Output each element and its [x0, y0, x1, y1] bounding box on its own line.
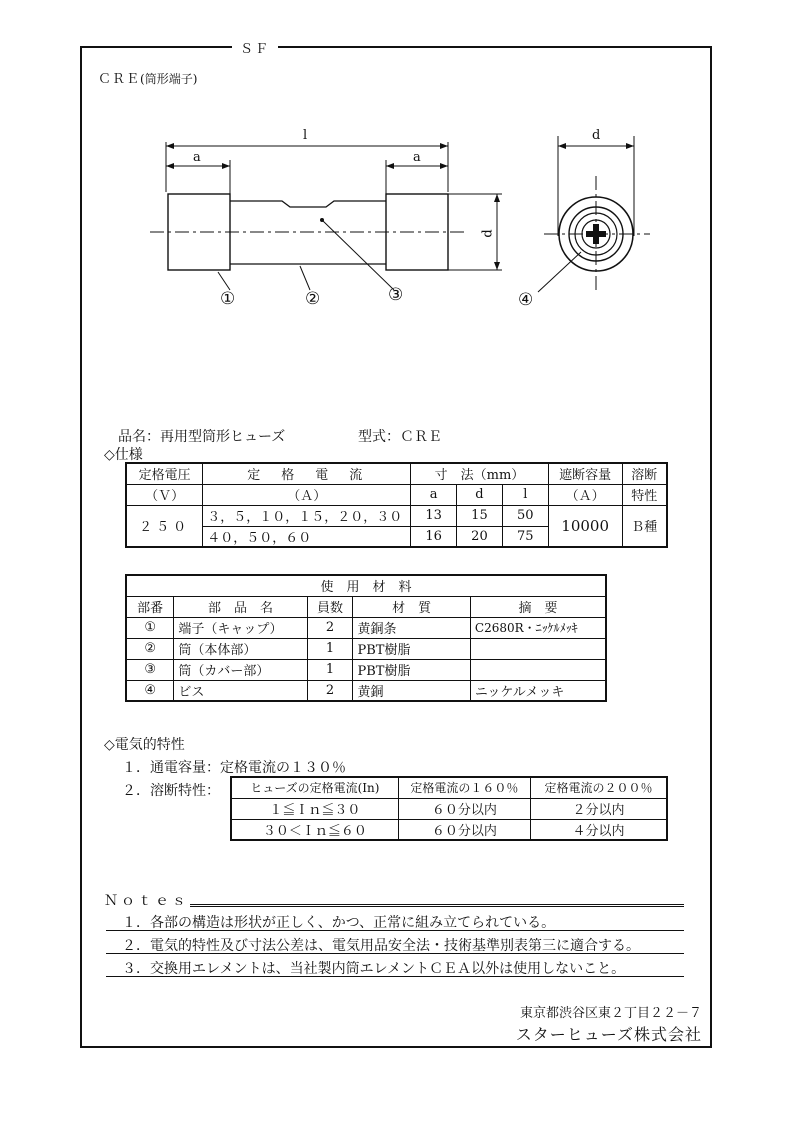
part-material: PBT樹脂 — [353, 659, 470, 680]
part-name: 筒（カバー部） — [174, 659, 307, 680]
table-row — [126, 680, 606, 701]
spec-col-fusing-2: 特性 — [622, 484, 667, 505]
part-material: 黄銅 — [353, 680, 470, 701]
callout-1: ① — [220, 289, 236, 309]
part-qty: 1 — [307, 638, 353, 659]
fusing-table — [230, 776, 668, 841]
electrical-item2-label: ２．溶断特性： — [122, 783, 220, 799]
spec-col-current-unit: （Ａ） — [203, 484, 411, 505]
part-no: ④ — [126, 680, 174, 701]
materials-table — [125, 574, 607, 702]
dim-d-label-end: d — [592, 128, 601, 143]
spec-row2-d: 20 — [457, 526, 503, 547]
spec-col-voltage: 定格電圧 — [126, 463, 203, 484]
materials-header-no: 部番 — [126, 596, 174, 617]
electrical-item1: １．通電容量：定格電流の１３０％ — [122, 760, 346, 776]
spec-col-current: 定 格 電 流 — [203, 463, 411, 484]
part-name: ビス — [174, 680, 307, 701]
table-row — [231, 798, 667, 819]
spec-row2-a: 16 — [411, 526, 457, 547]
dim-a-label-left: a — [193, 150, 201, 165]
fusing-160: ６０分以内 — [398, 819, 530, 840]
part-qty: 2 — [307, 617, 353, 638]
materials-header-note: 摘 要 — [470, 596, 606, 617]
part-no: ③ — [126, 659, 174, 680]
part-name: 筒（本体部） — [174, 638, 307, 659]
note-3: ３．交換用エレメントは、当社製内筒エレメントＣＥＡ以外は使用しないこと。 — [122, 961, 626, 977]
callout-4: ④ — [518, 290, 534, 310]
callout-2: ② — [305, 289, 321, 309]
spec-col-voltage-unit: （Ｖ） — [126, 484, 203, 505]
callout-3: ③ — [388, 285, 404, 305]
part-no: ② — [126, 638, 174, 659]
spec-fusing-value: Ｂ種 — [622, 505, 667, 547]
materials-header-material: 材 質 — [353, 596, 470, 617]
product-code-main: ＣＲＥ — [98, 72, 141, 87]
notes-top-rule — [190, 904, 684, 907]
materials-title: 使 用 材 料 — [126, 575, 606, 596]
part-qty: 2 — [307, 680, 353, 701]
spec-row1-l: 50 — [502, 505, 548, 526]
spec-col-fusing: 溶断 — [622, 463, 667, 484]
spec-table — [125, 462, 668, 548]
product-code-sub: (筒形端子) — [140, 72, 198, 86]
dim-l-label: l — [303, 128, 308, 143]
fusing-200: ２分以内 — [531, 798, 667, 819]
dim-d-label-side: d — [480, 229, 496, 238]
spec-heading: ◇仕様 — [104, 447, 143, 463]
fusing-header-200: 定格電流の２００％ — [531, 777, 667, 798]
table-row — [231, 819, 667, 840]
spec-breaking-value: 10000 — [548, 505, 622, 547]
part-name: 端子（キャップ） — [174, 617, 307, 638]
electrical-heading: ◇電気的特性 — [104, 737, 185, 753]
fusing-header-rated: ヒューズの定格電流(In) — [231, 777, 398, 798]
spec-col-dim: 寸 法（mm） — [411, 463, 549, 484]
spec-row1-d: 15 — [457, 505, 503, 526]
note-rule-1 — [106, 930, 684, 931]
frame-title: ＳＦ — [232, 38, 278, 57]
product-name: 品名：再用型筒形ヒューズ — [118, 429, 286, 445]
note-rule-3 — [106, 976, 684, 977]
fusing-range: ３０＜Ｉｎ≦６０ — [231, 819, 398, 840]
part-material: PBT樹脂 — [353, 638, 470, 659]
part-qty: 1 — [307, 659, 353, 680]
spec-col-l: l — [502, 484, 548, 505]
spec-row1-a: 13 — [411, 505, 457, 526]
part-material: 黄銅条 — [353, 617, 470, 638]
part-note — [470, 659, 606, 680]
fusing-range: １≦Ｉｎ≦３０ — [231, 798, 398, 819]
dim-a-label-right: a — [413, 150, 421, 165]
table-row — [126, 638, 606, 659]
part-no: ① — [126, 617, 174, 638]
note-rule-2 — [106, 953, 684, 954]
spec-row1-current: ３，５，１０，１５，２０，３０ — [203, 505, 411, 526]
table-row — [126, 659, 606, 680]
fusing-200: ４分以内 — [531, 819, 667, 840]
part-note — [470, 638, 606, 659]
part-note: ニッケルメッキ — [470, 680, 606, 701]
spec-col-a: a — [411, 484, 457, 505]
product-model: 型式：ＣＲＥ — [358, 429, 442, 445]
fusing-160: ６０分以内 — [398, 798, 530, 819]
materials-header-name: 部 品 名 — [174, 596, 307, 617]
note-1: １．各部の構造は形状が正しく、かつ、正常に組み立てられている。 — [122, 915, 556, 931]
spec-col-breaking: 遮断容量 — [548, 463, 622, 484]
table-row — [126, 617, 606, 638]
spec-voltage-value: ２５０ — [126, 505, 203, 547]
spec-row2-l: 75 — [502, 526, 548, 547]
materials-header-qty: 員数 — [307, 596, 353, 617]
spec-col-d: d — [457, 484, 503, 505]
spec-row2-current: ４０，５０，６０ — [203, 526, 411, 547]
fusing-header-160: 定格電流の１６０％ — [398, 777, 530, 798]
spec-col-breaking-unit: （Ａ） — [548, 484, 622, 505]
part-note: C2680R・ﾆｯｹﾙﾒｯｷ — [470, 617, 606, 638]
company-name: スターヒューズ株式会社 — [515, 1025, 702, 1044]
company-address: 東京都渋谷区東２丁目２２－７ — [519, 1006, 702, 1021]
notes-heading: Ｎｏｔｅｓ — [104, 890, 195, 910]
note-2: ２．電気的特性及び寸法公差は、電気用品安全法・技術基準別表第三に適合する。 — [122, 938, 640, 954]
